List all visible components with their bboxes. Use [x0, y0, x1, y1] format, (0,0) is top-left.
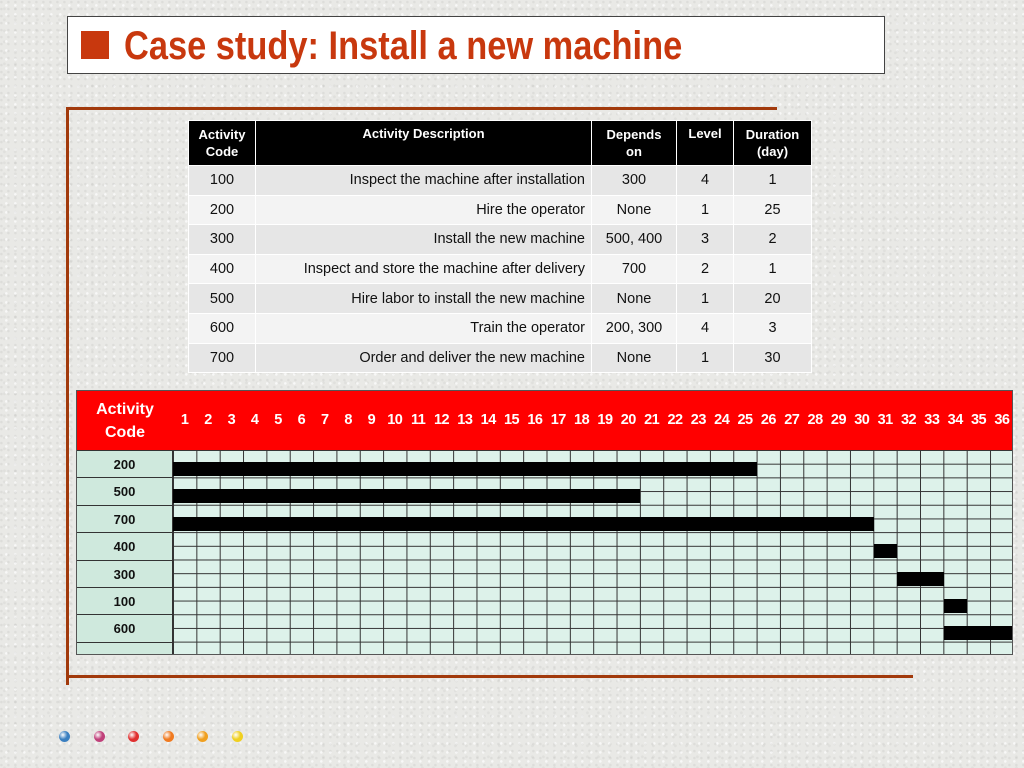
cell-code: 300 — [189, 225, 256, 255]
gantt-row-label-400: 400 — [77, 532, 173, 559]
gantt-bar-100 — [944, 599, 967, 613]
header-level — [677, 121, 734, 166]
gantt-day-23: 23 — [690, 412, 706, 428]
gantt-day-4: 4 — [250, 412, 259, 428]
cell-code: 100 — [189, 166, 256, 196]
cell-depends-on: 300 — [592, 166, 677, 196]
gantt-header-label-line2: Code — [104, 423, 145, 441]
cell-depends-on: None — [592, 343, 677, 373]
decorative-dot-icon — [59, 731, 70, 742]
gantt-day-20: 20 — [620, 412, 636, 428]
gantt-day-36: 36 — [994, 412, 1010, 428]
cell-description: Inspect and store the machine after delivery — [256, 254, 592, 284]
cell-duration: 20 — [734, 284, 812, 314]
cell-depends-on: 700 — [592, 254, 677, 284]
gantt-day-14: 14 — [480, 412, 496, 428]
gantt-row-label-700: 700 — [77, 505, 173, 532]
gantt-day-6: 6 — [297, 412, 306, 428]
cell-description: Inspect the machine after installation — [256, 166, 592, 196]
header-duration-line2: (day) — [756, 144, 789, 159]
gantt-bar-400 — [874, 544, 897, 558]
header-activity-description — [256, 121, 592, 166]
header-depends-line1: Depends — [606, 127, 662, 142]
gantt-day-31: 31 — [877, 412, 893, 428]
header-level-text: Level — [688, 126, 722, 141]
cell-level: 3 — [677, 225, 734, 255]
gantt-day-19: 19 — [597, 412, 613, 428]
cell-level: 4 — [677, 313, 734, 343]
square-bullet-icon — [81, 31, 109, 59]
table-row — [189, 166, 812, 196]
gantt-day-24: 24 — [714, 412, 730, 428]
cell-depends-on: None — [592, 195, 677, 225]
header-activity-description-text: Activity Description — [362, 126, 485, 141]
gantt-day-27: 27 — [784, 412, 800, 428]
cell-duration: 3 — [734, 313, 812, 343]
gantt-day-9: 9 — [367, 412, 376, 428]
gantt-bar-200 — [173, 462, 757, 476]
slide-title: Case study: Install a new machine — [124, 24, 683, 68]
gantt-day-2: 2 — [204, 412, 212, 428]
gantt-day-1: 1 — [180, 412, 189, 428]
frame-line-bottom — [66, 675, 913, 678]
cell-duration: 30 — [734, 343, 812, 373]
cell-level: 1 — [677, 284, 734, 314]
cell-code: 200 — [189, 195, 256, 225]
gantt-header-label-line1: Activity — [96, 400, 154, 418]
gantt-row-label-300: 300 — [77, 560, 173, 587]
gantt-day-25: 25 — [737, 412, 753, 428]
cell-depends-on: 200, 300 — [592, 313, 677, 343]
cell-level: 2 — [677, 254, 734, 284]
cell-level: 1 — [677, 343, 734, 373]
gantt-day-34: 34 — [947, 412, 963, 428]
slide-title-box — [67, 16, 885, 74]
cell-code: 500 — [189, 284, 256, 314]
gantt-day-33: 33 — [924, 412, 940, 428]
cell-code: 700 — [189, 343, 256, 373]
table-row — [189, 313, 812, 343]
cell-depends-on: 500, 400 — [592, 225, 677, 255]
gantt-header — [77, 391, 1012, 450]
gantt-day-22: 22 — [667, 412, 683, 428]
cell-description: Order and deliver the new machine — [256, 343, 592, 373]
cell-code: 400 — [189, 254, 256, 284]
gantt-row-label-empty — [77, 642, 173, 655]
cell-description: Train the operator — [256, 313, 592, 343]
header-depends-on — [592, 121, 677, 166]
cell-description: Install the new machine — [256, 225, 592, 255]
decorative-dot-icon — [197, 731, 208, 742]
cell-duration: 1 — [734, 254, 812, 284]
header-activity-code — [189, 121, 256, 166]
cell-duration: 1 — [734, 166, 812, 196]
cell-duration: 25 — [734, 195, 812, 225]
header-duration-line1: Duration — [745, 127, 800, 142]
decorative-dot-icon — [94, 731, 105, 742]
gantt-header-label — [77, 391, 173, 450]
gantt-day-5: 5 — [274, 412, 282, 428]
gantt-day-13: 13 — [457, 412, 473, 428]
gantt-bar-300 — [897, 572, 944, 586]
gantt-day-21: 21 — [644, 412, 660, 428]
gantt-bar-600 — [944, 626, 1013, 640]
header-duration — [734, 121, 812, 166]
gantt-day-28: 28 — [807, 412, 823, 428]
gantt-row-label-600: 600 — [77, 614, 173, 641]
cell-description: Hire labor to install the new machine — [256, 284, 592, 314]
table-row — [189, 254, 812, 284]
gantt-day-26: 26 — [760, 412, 776, 428]
decorative-dot-icon — [232, 731, 243, 742]
gantt-day-15: 15 — [503, 412, 520, 428]
cell-level: 4 — [677, 166, 734, 196]
gantt-day-7: 7 — [320, 412, 329, 428]
activity-table-header — [189, 121, 812, 166]
gantt-row-label-500: 500 — [77, 477, 173, 504]
cell-level: 1 — [677, 195, 734, 225]
cell-code: 600 — [189, 313, 256, 343]
gantt-day-17: 17 — [550, 412, 566, 428]
gantt-day-10: 10 — [387, 412, 403, 428]
header-depends-line2: on — [626, 144, 642, 159]
gantt-row-label-100: 100 — [77, 587, 173, 614]
table-row — [189, 284, 812, 314]
gantt-day-29: 29 — [830, 412, 847, 428]
activity-table-body — [189, 166, 812, 373]
cell-depends-on: None — [592, 284, 677, 314]
cell-duration: 2 — [734, 225, 812, 255]
gantt-day-18: 18 — [574, 412, 590, 428]
gantt-bar-500 — [173, 489, 640, 503]
gantt-chart — [76, 390, 1013, 655]
header-activity-code-line1: Activity — [198, 127, 246, 142]
gantt-day-16: 16 — [527, 412, 543, 428]
gantt-row-label-200: 200 — [77, 450, 173, 477]
table-row — [189, 343, 812, 373]
frame-line-top — [66, 107, 777, 110]
table-row — [189, 225, 812, 255]
activity-table — [188, 120, 812, 373]
frame-line-left — [66, 107, 69, 685]
gantt-day-8: 8 — [344, 412, 352, 428]
header-activity-code-line2: Code — [205, 144, 239, 159]
decorative-dot-icon — [163, 731, 174, 742]
gantt-day-3: 3 — [227, 412, 236, 428]
table-row — [189, 195, 812, 225]
decorative-dot-icon — [128, 731, 139, 742]
gantt-day-35: 35 — [970, 412, 987, 428]
gantt-bar-700 — [173, 517, 874, 531]
cell-description: Hire the operator — [256, 195, 592, 225]
gantt-day-30: 30 — [854, 412, 870, 428]
gantt-day-12: 12 — [433, 412, 450, 428]
gantt-day-11: 11 — [411, 412, 426, 428]
gantt-day-32: 32 — [900, 412, 917, 428]
